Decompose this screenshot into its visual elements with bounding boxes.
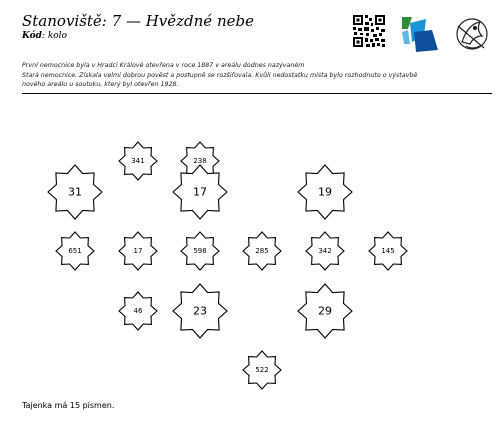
star-number: 17 <box>193 185 207 199</box>
star-number: 238 <box>193 157 207 165</box>
star-number: 598 <box>193 247 207 255</box>
footer-note: Tajenka má 15 písmen. <box>22 401 115 410</box>
description-line: nového areálu u soutoku, který byl otevřen 1928. <box>22 81 179 89</box>
star-number: 342 <box>318 247 332 255</box>
star-number: 23 <box>193 304 207 318</box>
star-number: 651 <box>68 247 82 255</box>
star-number: 522 <box>255 366 269 374</box>
description-line: Stará nemocnice. Získala velmi dobrou pověst a postupně se rozšiřovala. Kvůli nedostatku místa bylo rozhodnuto o výstavbě <box>22 71 418 79</box>
star-number: 31 <box>68 185 82 199</box>
page-title: Stanoviště: 7 — Hvězdné nebe <box>22 12 254 30</box>
star-number: 17 <box>133 247 143 255</box>
code-label: Kód <box>22 31 42 41</box>
star-number: 29 <box>318 304 332 318</box>
star-number: 145 <box>381 247 395 255</box>
star-number: 46 <box>133 307 143 315</box>
description-line: První nemocnice byla v Hradci Králové otevřena v roce 1887 v areálu dodnes nazývaném <box>22 62 305 69</box>
star-number: 19 <box>318 185 332 199</box>
star-number: 285 <box>255 247 269 255</box>
code-value: : kolo <box>41 31 67 41</box>
star-shapes <box>48 142 407 389</box>
star-number: 341 <box>131 157 145 165</box>
